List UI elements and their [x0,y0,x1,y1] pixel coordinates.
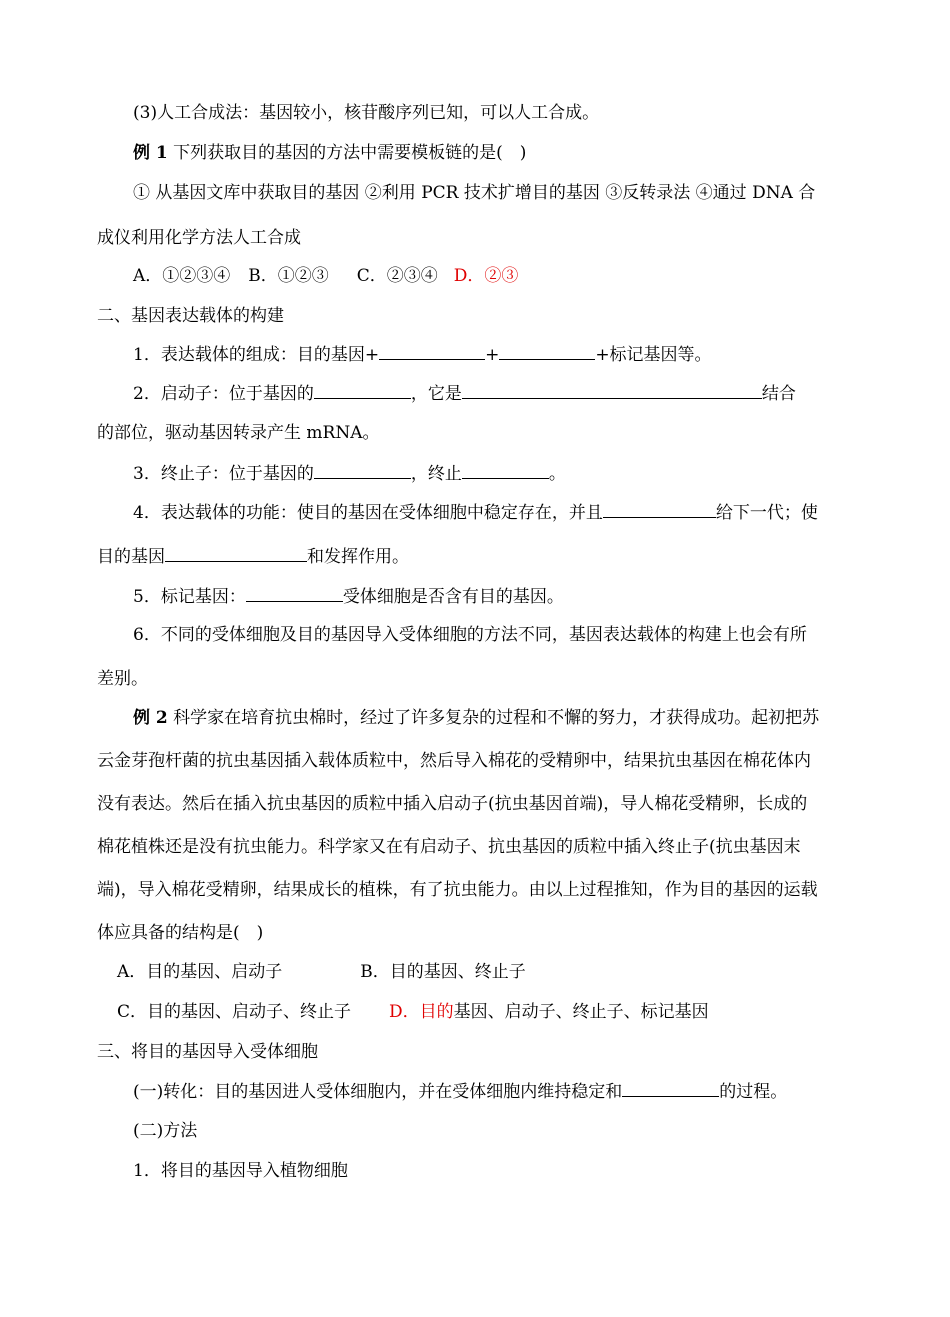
example-2-option-d-answer: D．目的 [389,1002,454,1022]
fill-blank[interactable] [603,500,716,518]
example-2-options-row-1 [117,960,526,984]
item-2-text-a: 2．启动子：位于基因的 [133,384,314,404]
example-2-line-1 [133,706,819,730]
example-2-line-3: 没有表达。然后在插入抗虫基因的质粒中插入启动子(抗虫基因首端)，导人棉花受精卵，长成的 [97,794,808,814]
example-1-text: 下列获取目的基因的方法中需要模板链的是( ) [167,143,527,163]
fill-blank[interactable] [462,381,762,399]
fill-blank[interactable] [462,461,549,479]
item-6-line-1: 6．不同的受体细胞及目的基因导入受体细胞的方法不同，基因表达载体的构建上也会有所 [133,625,807,645]
example-2-text: 科学家在培育抗虫棉时，经过了许多复杂的过程和不懈的努力，才获得成功。起初把苏 [167,708,820,728]
example-2-line-2: 云金芽孢杆菌的抗虫基因插入载体质粒中，然后导入棉花的受精卵中，结果抗虫基因在棉花体内 [97,751,811,771]
example-2-options-row-2 [117,1000,709,1024]
item-4-text-b: 给下一代；使 [715,503,818,523]
section-2-title: 二、基因表达载体的构建 [97,306,284,326]
transformation-text-a: (一)转化：目的基因进人受体细胞内，并在受体细胞内维持稳定和 [133,1082,623,1102]
example-1-question [133,141,526,165]
method-1-plant-cells: 1．将目的基因导入植物细胞 [133,1161,348,1181]
item-3-terminator [133,461,566,486]
item-2-continuation: 的部位，驱动基因转录产生 mRNA。 [97,423,380,443]
item-4-text-a: 4．表达载体的功能：使目的基因在受体细胞中稳定存在，并且 [133,503,603,523]
fill-blank[interactable] [165,544,307,562]
item-3-text-c: 。 [548,464,566,484]
fill-blank[interactable] [246,584,343,602]
transformation-text-b: 的过程。 [719,1082,788,1102]
item-5-marker-gene [133,584,564,609]
item-4-text-c: 目的基因 [97,547,165,567]
example-1-label: 例 1 [133,143,168,163]
fill-blank[interactable] [499,342,595,360]
item-2-text-c: 结合 [761,384,796,404]
example-2-label: 例 2 [133,708,168,728]
example-2-option-c: C．目的基因、启动子、终止子 [117,1002,352,1022]
item-3-text-b: ，终止 [410,464,462,484]
example-2-option-a: A．目的基因、启动子 [117,962,283,982]
example-1-items-line-2: 成仪利用化学方法人工合成 [97,228,301,248]
example-1-option-c: C．②③④ [356,266,438,286]
example-2-line-5: 端)，导入棉花受精卵，结果成长的植株，有了抗虫能力。由以上过程推知，作为目的基因的运载 [97,880,818,900]
fill-blank[interactable] [314,381,411,399]
item-5-text-b: 受体细胞是否含有目的基因。 [342,587,564,607]
example-2-option-d-rest: 基因、启动子、终止子、标记基因 [453,1002,709,1022]
fill-blank[interactable] [314,461,411,479]
item-1-text-a: 1．表达载体的组成：目的基因+ [133,345,380,365]
item-6-line-2: 差别。 [97,669,148,689]
transformation-definition [133,1079,787,1104]
example-1-options [133,264,518,288]
fill-blank[interactable] [379,342,485,360]
example-1-option-b: B．①②③ [248,266,329,286]
artificial-synthesis-method: (3)人工合成法：基因较小，核苷酸序列已知，可以人工合成。 [133,103,600,123]
item-1-text-c: +标记基因等。 [595,345,712,365]
example-2-option-b: B．目的基因、终止子 [360,962,526,982]
item-4-continuation [97,544,409,569]
section-3-title: 三、将目的基因导入受体细胞 [97,1042,318,1062]
example-2-line-6: 体应具备的结构是( ) [97,923,264,943]
example-2-line-4: 棉花植株还是没有抗虫能力。科学家又在有启动子、抗虫基因的质粒中插入终止子(抗虫基因末 [97,837,801,857]
item-3-text-a: 3．终止子：位于基因的 [133,464,314,484]
example-1-option-d-answer: D．②③ [453,266,519,286]
item-2-text-b: ，它是 [410,384,462,404]
methods-heading: (二)方法 [133,1121,198,1141]
item-4-text-d: 和发挥作用。 [307,547,409,567]
item-1-text-b: + [485,345,500,365]
example-1-option-a: A．①②③④ [133,266,231,286]
item-2-promoter [133,381,796,406]
fill-blank[interactable] [622,1079,719,1097]
item-5-text-a: 5．标记基因： [133,587,246,607]
example-1-items-line-1: ① 从基因文库中获取目的基因 ②利用 PCR 技术扩增目的基因 ③反转录法 ④通过 DNA 合 [133,183,816,203]
item-1-vector-composition [133,342,712,367]
item-4-vector-function [133,500,818,525]
